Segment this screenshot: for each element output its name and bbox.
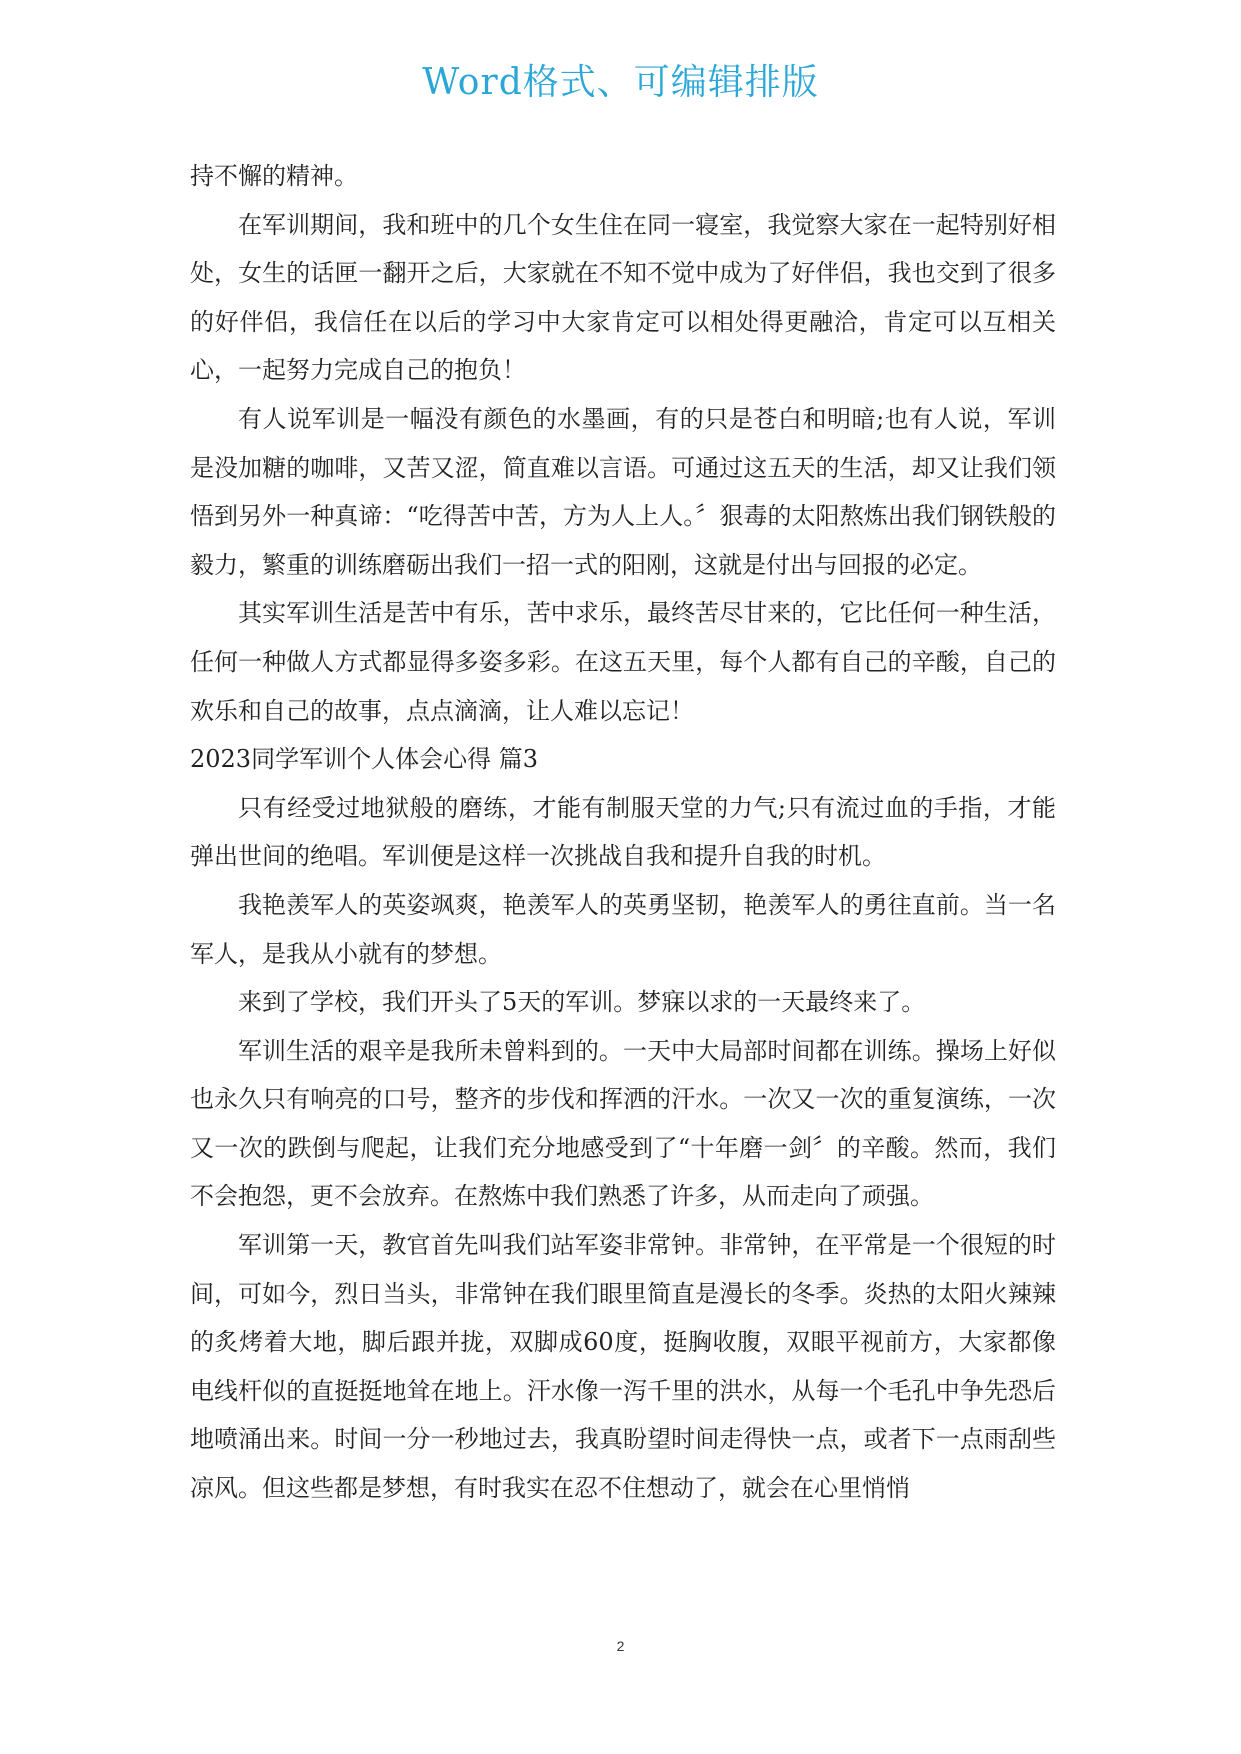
paragraph: 只有经受过地狱般的磨练，才能有制服天堂的力气;只有流过血的手指，才能弹出世间的绝唱。军训便是这样一次挑战自我和提升自我的时机。 bbox=[190, 793, 1056, 871]
page-number: 2 bbox=[616, 1638, 625, 1654]
paragraph: 有人说军训是一幅没有颜色的水墨画，有的只是苍白和明暗;也有人说，军训是没加糖的咖啡，又苦又涩，简直难以言语。可通过这五天的生活，却又让我们领悟到另外一种真谛：“吃得苦中苦，方为人上人。〞狠毒的太阳熬炼出我们钢铁般的毅力，繁重的训练磨砺出我们一招一式的阳刚，这就是付出与回报的必定。 bbox=[190, 404, 1056, 579]
paragraph-continuation: 持不懈的精神。 bbox=[190, 162, 358, 190]
paragraph: 我艳羡军人的英姿飒爽，艳羡军人的英勇坚韧，艳羡军人的勇往直前。当一名军人，是我从小就有的梦想。 bbox=[190, 890, 1056, 968]
paragraph: 其实军训生活是苦中有乐，苦中求乐，最终苦尽甘来的，它比任何一种生活，任何一种做人方式都显得多姿多彩。在这五天里，每个人都有自己的辛酸，自己的欢乐和自己的故事，点点滴滴，让人难以忘记！ bbox=[190, 599, 1056, 725]
paragraph: 来到了学校，我们开头了5天的军训。梦寐以求的一天最终来了。 bbox=[238, 988, 926, 1017]
document-body bbox=[190, 152, 1056, 1513]
section-heading: 2023同学军训个人体会心得 篇3 bbox=[190, 745, 538, 774]
page-header-title: Word格式、可编辑排版 bbox=[422, 62, 819, 103]
paragraph: 在军训期间，我和班中的几个女生住在同一寝室，我觉察大家在一起特别好相处，女生的话匣一翻开之后，大家就在不知不觉中成为了好伴侣，我也交到了很多的好伴侣，我信任在以后的学习中大家肯定可以相处得更融洽，肯定可以互相关心，一起努力完成自己的抱负！ bbox=[190, 210, 1056, 385]
paragraph: 军训生活的艰辛是我所未曾料到的。一天中大局部时间都在训练。操场上好似也永久只有响亮的口号，整齐的步伐和挥洒的汗水。一次又一次的重复演练，一次又一次的跌倒与爬起，让我们充分地感受到了“十年磨一剑〞的辛酸。然而，我们不会抱怨，更不会放弃。在熬炼中我们熟悉了许多，从而走向了顽强。 bbox=[190, 1036, 1056, 1211]
paragraph: 军训第一天，教官首先叫我们站军姿非常钟。非常钟，在平常是一个很短的时间，可如今，烈日当头，非常钟在我们眼里简直是漫长的冬季。炎热的太阳火辣辣的炙烤着大地，脚后跟并拢，双脚成60度，挺胸收腹，双眼平视前方，大家都像电线杆似的直挺挺地耸在地上。汗水像一泻千里的洪水，从每一个毛孔中争先恐后地喷涌出来。时间一分一秒地过去，我真盼望时间走得快一点，或者下一点雨刮些凉风。但这些都是梦想，有时我实在忍不住想动了，就会在心里悄悄 bbox=[190, 1231, 1056, 1503]
